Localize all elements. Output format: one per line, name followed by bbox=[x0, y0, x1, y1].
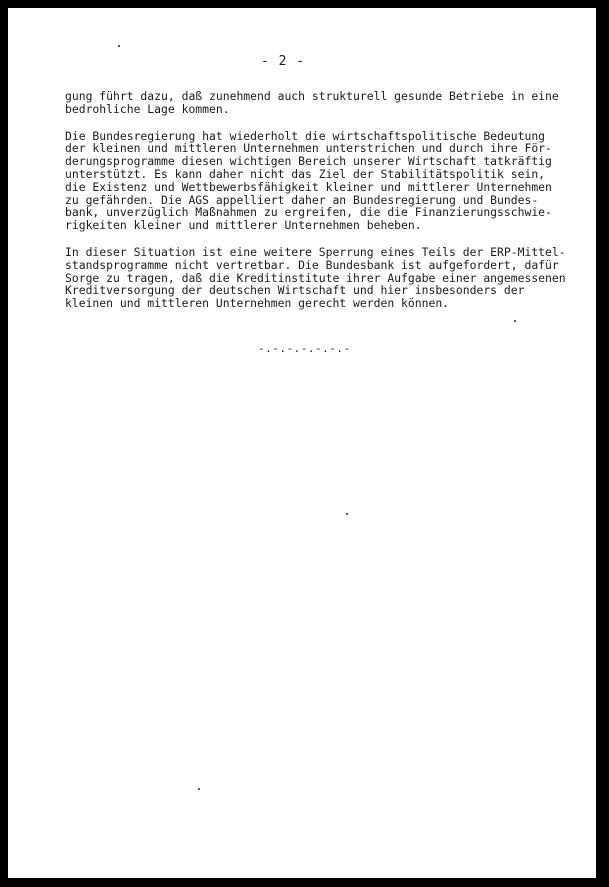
text-line: zu gefährden. Die AGS appelliert daher an Bundesregierung und Bundes- bbox=[65, 192, 539, 207]
text-line: unterstützt. Es kann daher nicht das Ziel der Stabilitätspolitik sein, bbox=[65, 166, 546, 181]
text-line: standsprogramme nicht vertretbar. Die Bundesbank ist aufgefordert, dafür bbox=[65, 257, 559, 272]
scan-speck bbox=[514, 320, 516, 322]
text-line: derungsprogramme diesen wichtigen Bereich unserer Wirtschaft tatkräftig bbox=[65, 154, 552, 169]
text-line: bedrohliche Lage kommen. bbox=[65, 101, 230, 116]
text-line: Die Bundesregierung hat wiederholt die wirtschaftspolitische Bedeutung bbox=[65, 128, 546, 143]
scan-speck bbox=[346, 513, 348, 515]
text-line: der kleinen und mittleren Unternehmen unterstrichen und durch ihre För- bbox=[65, 141, 552, 156]
text-line: Sorge zu tragen, daß die Kreditinstitute ihrer Aufgabe einer angemessenen bbox=[65, 270, 566, 285]
document-page bbox=[8, 8, 596, 878]
scan-speck bbox=[198, 788, 200, 790]
text-line: die Existenz und Wettbewerbsfähigkeit kleiner und mittlerer Unternehmen bbox=[65, 179, 552, 194]
closing-mark: -.-.-.-.-.-.- bbox=[258, 342, 351, 355]
text-line: rigkeiten kleiner und mittlerer Unternehmen beheben. bbox=[65, 218, 422, 233]
page-number: - 2 - bbox=[261, 54, 306, 69]
paragraph-3 bbox=[65, 246, 587, 310]
text-line: In dieser Situation ist eine weitere Sperrung eines Teils der ERP-Mittel- bbox=[65, 244, 566, 259]
paragraph-2 bbox=[65, 130, 587, 232]
left-edge-shadow bbox=[0, 0, 8, 887]
text-line: kleinen und mittleren Unternehmen gerecht werden können. bbox=[65, 296, 450, 311]
scan-speck bbox=[118, 45, 120, 47]
body-text bbox=[65, 90, 587, 324]
text-line: bank, unverzüglich Maßnahmen zu ergreifen, die die Finanzierungsschwie- bbox=[65, 205, 552, 220]
text-line: Kreditversorgung der deutschen Wirtschaft und hier insbesonders der bbox=[65, 283, 525, 298]
paragraph-1 bbox=[65, 90, 587, 116]
text-line: gung führt dazu, daß zunehmend auch strukturell gesunde Betriebe in eine bbox=[65, 89, 559, 103]
